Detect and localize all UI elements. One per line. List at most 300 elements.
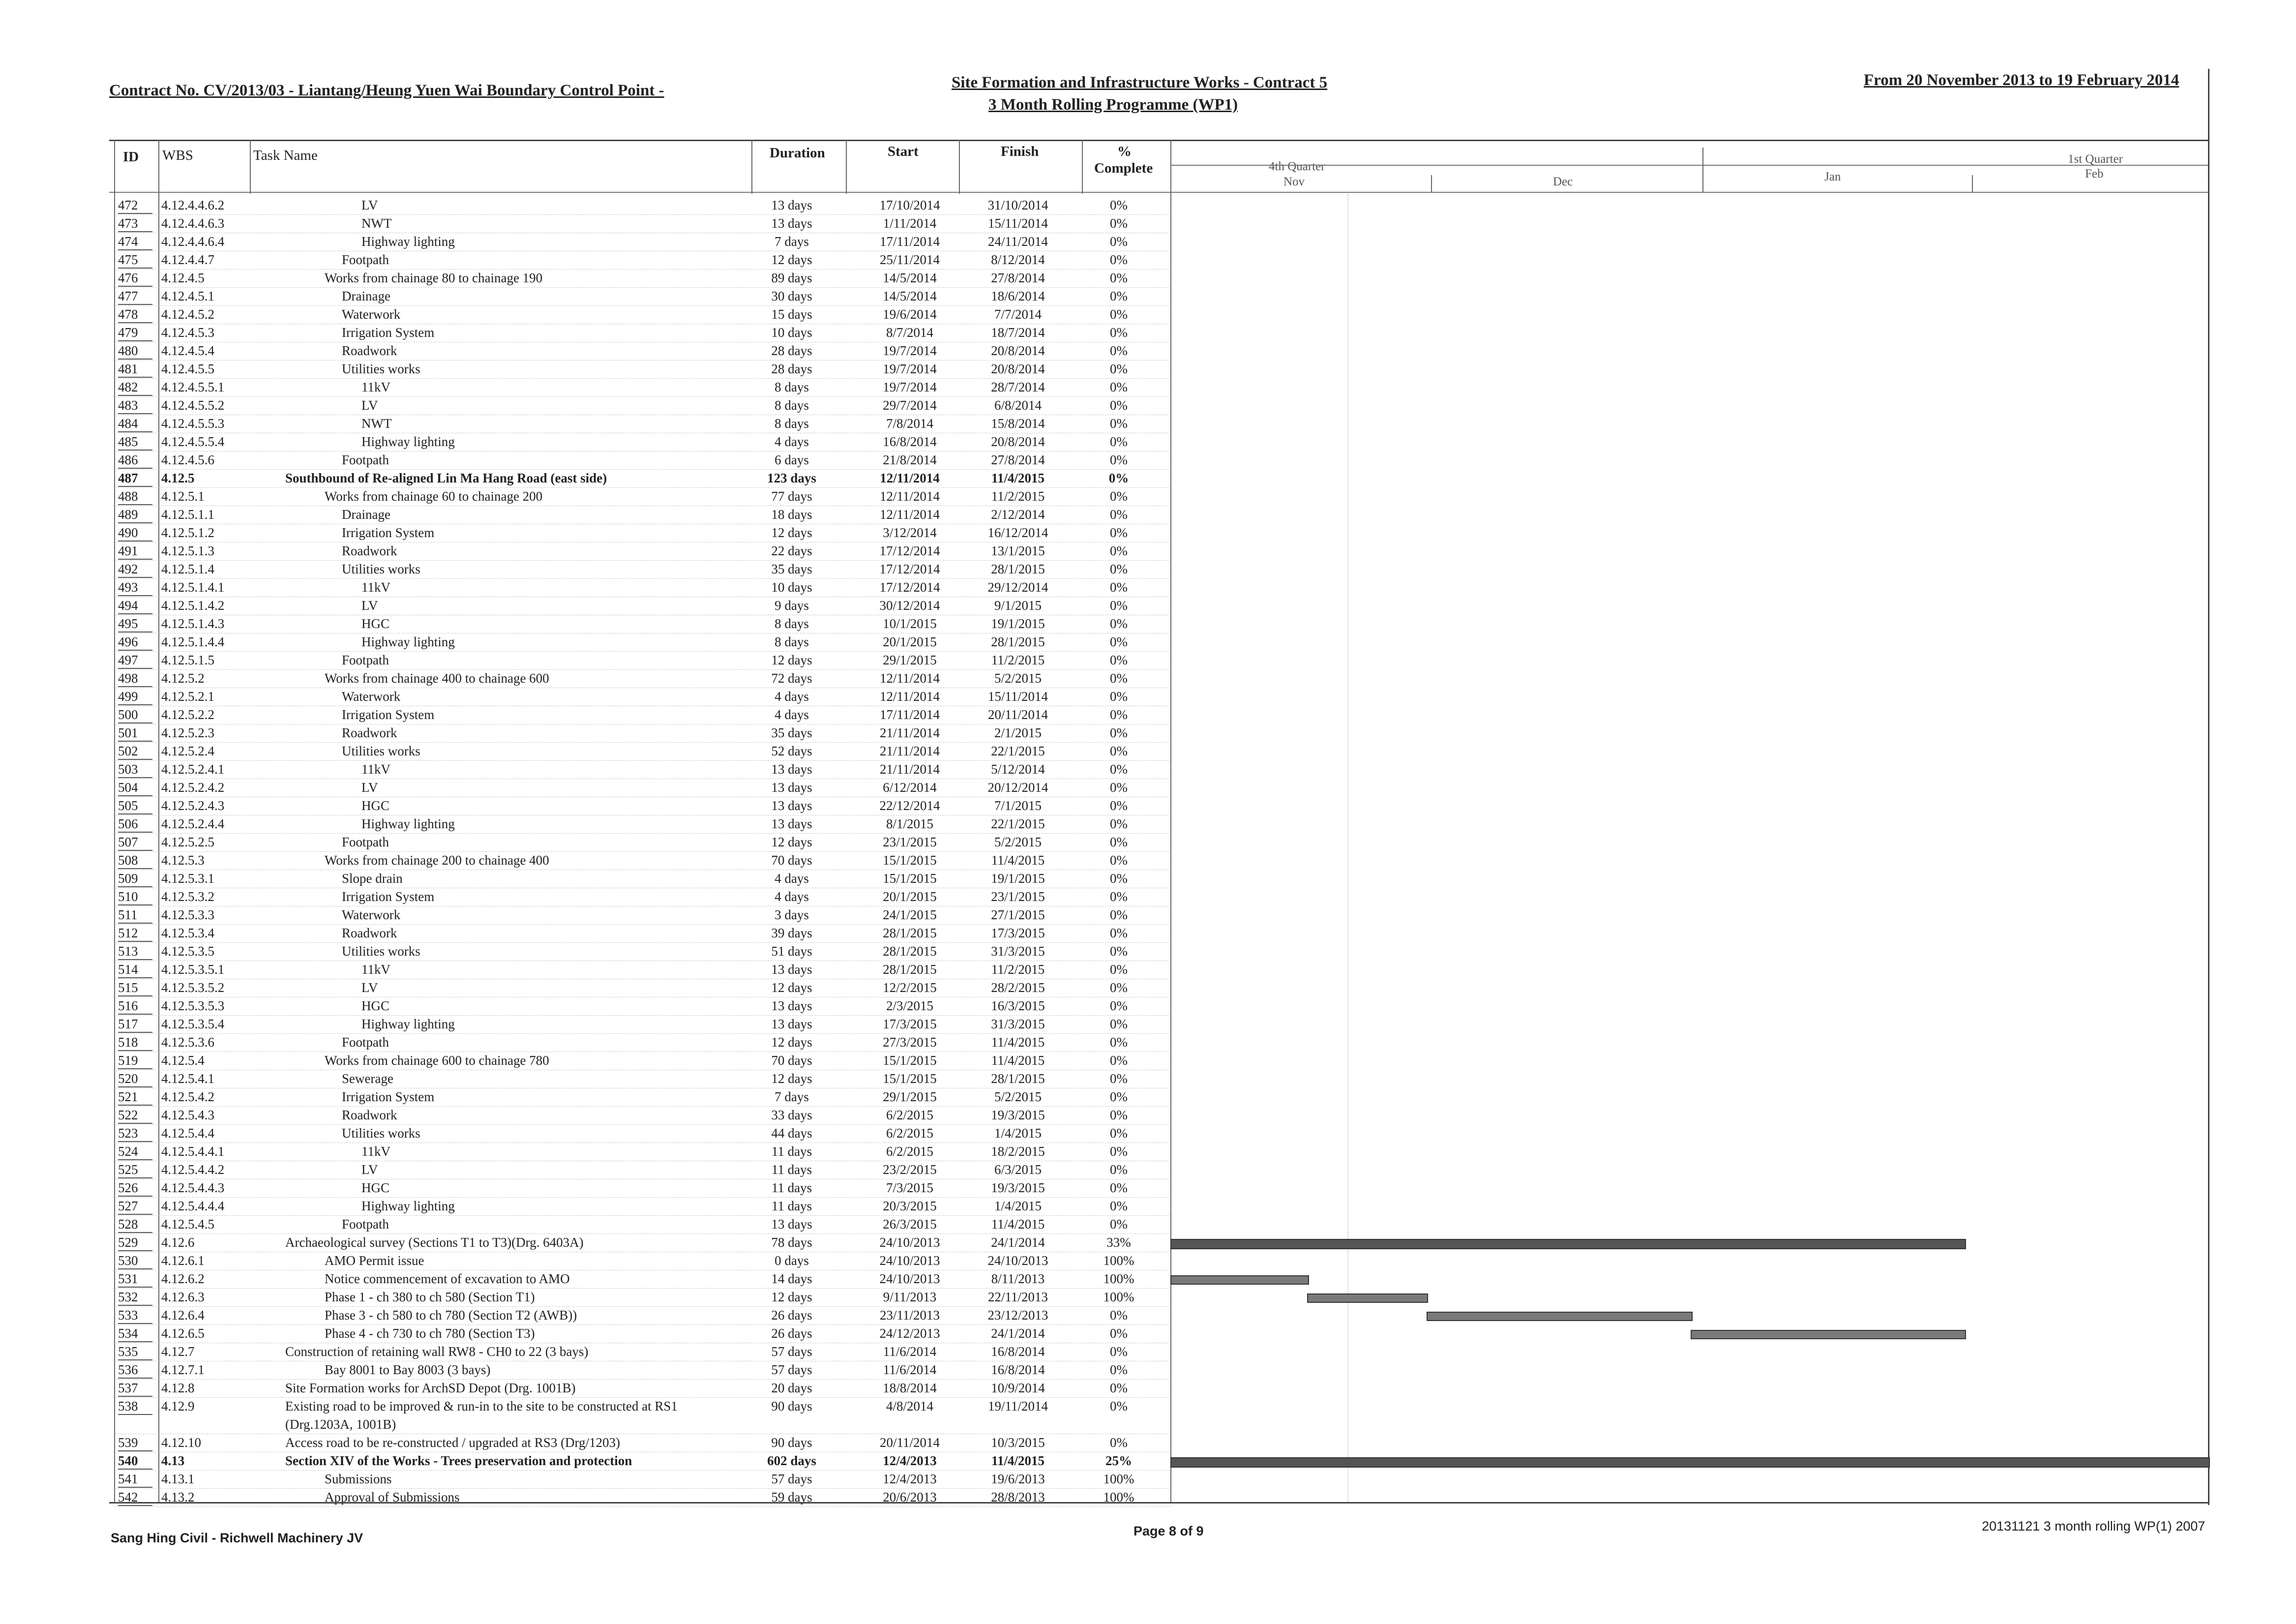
row-finish: 28/7/2014 bbox=[991, 380, 1045, 394]
row-percent-complete: 0% bbox=[1110, 998, 1128, 1013]
row-start: 17/3/2015 bbox=[883, 1017, 937, 1031]
row-duration: 18 days bbox=[771, 507, 812, 522]
row-percent-complete: 0% bbox=[1110, 271, 1128, 285]
row-duration: 13 days bbox=[771, 962, 812, 977]
row-task-name: 11kV bbox=[361, 380, 390, 394]
row-wbs: 4.13.1 bbox=[161, 1472, 195, 1486]
row-percent-complete: 0% bbox=[1110, 252, 1128, 267]
row-wbs: 4.12.8 bbox=[161, 1381, 195, 1395]
row-id: 497 bbox=[118, 653, 152, 669]
row-task-name: Archaeological survey (Sections T1 to T3)(Drg. 6403A) bbox=[285, 1235, 584, 1250]
row-start: 29/1/2015 bbox=[883, 1089, 937, 1104]
row-id: 473 bbox=[118, 216, 152, 232]
row-start: 10/1/2015 bbox=[883, 616, 937, 631]
row-task-name: HGC bbox=[361, 616, 390, 631]
row-percent-complete: 0% bbox=[1110, 1071, 1128, 1086]
row-wbs: 4.12.4.5.6 bbox=[161, 452, 214, 467]
row-id: 492 bbox=[118, 562, 152, 578]
timescale-q1: 1st Quarter bbox=[2068, 152, 2123, 166]
row-duration: 57 days bbox=[771, 1362, 812, 1377]
row-duration: 89 days bbox=[771, 271, 812, 285]
row-percent-complete: 25% bbox=[1105, 1453, 1132, 1468]
row-percent-complete: 0% bbox=[1110, 289, 1128, 303]
row-duration: 12 days bbox=[771, 1290, 812, 1304]
row-duration: 13 days bbox=[771, 216, 812, 231]
row-wbs: 4.12.5.1.4.1 bbox=[161, 580, 225, 595]
row-start: 21/11/2014 bbox=[879, 725, 940, 740]
row-wbs: 4.12.4.4.6.4 bbox=[161, 234, 225, 249]
row-wbs: 4.12.5.1.4 bbox=[161, 562, 214, 576]
row-finish: 19/3/2015 bbox=[991, 1180, 1045, 1195]
row-id: 483 bbox=[118, 398, 152, 414]
row-finish: 18/7/2014 bbox=[991, 325, 1045, 340]
row-duration: 4 days bbox=[775, 889, 809, 904]
row-duration: 8 days bbox=[775, 398, 809, 413]
row-start: 1/11/2014 bbox=[883, 216, 937, 231]
row-id: 531 bbox=[118, 1271, 152, 1288]
row-duration: 10 days bbox=[771, 580, 812, 595]
row-start: 20/1/2015 bbox=[883, 634, 937, 649]
row-percent-complete: 0% bbox=[1110, 198, 1128, 212]
row-duration: 11 days bbox=[771, 1199, 812, 1213]
row-duration: 12 days bbox=[771, 1071, 812, 1086]
row-percent-complete: 0% bbox=[1110, 1017, 1128, 1031]
row-id: 486 bbox=[118, 452, 152, 469]
row-wbs: 4.12.5.1.2 bbox=[161, 525, 214, 540]
row-duration: 14 days bbox=[771, 1271, 812, 1286]
row-id: 535 bbox=[118, 1344, 152, 1360]
row-task-name: Footpath bbox=[342, 1217, 389, 1232]
row-wbs: 4.12.5.3.5 bbox=[161, 944, 214, 959]
row-finish: 1/4/2015 bbox=[994, 1199, 1042, 1213]
row-wbs: 4.12.5.3.5.1 bbox=[161, 962, 225, 977]
row-finish: 27/8/2014 bbox=[991, 452, 1045, 467]
row-duration: 26 days bbox=[771, 1326, 812, 1341]
row-finish: 7/7/2014 bbox=[994, 307, 1042, 322]
row-task-name: LV bbox=[361, 980, 378, 995]
row-percent-complete: 0% bbox=[1110, 1326, 1128, 1341]
timescale-month-nov: Nov bbox=[1283, 175, 1305, 188]
gantt-summary-bar bbox=[1170, 1239, 1966, 1249]
row-percent-complete: 0% bbox=[1110, 907, 1128, 922]
row-finish: 16/8/2014 bbox=[991, 1362, 1045, 1377]
row-percent-complete: 33% bbox=[1106, 1235, 1131, 1250]
row-percent-complete: 0% bbox=[1110, 416, 1128, 431]
row-start: 21/11/2014 bbox=[879, 762, 940, 777]
row-percent-complete: 0% bbox=[1110, 580, 1128, 595]
row-wbs: 4.12.5.1 bbox=[161, 489, 205, 504]
row-task-name: Highway lighting bbox=[361, 434, 455, 449]
row-percent-complete: 0% bbox=[1110, 816, 1128, 831]
row-id: 536 bbox=[118, 1362, 152, 1379]
row-task-name: Highway lighting bbox=[361, 234, 455, 249]
row-task-name: Section XIV of the Works - Trees preservation and protection bbox=[285, 1453, 632, 1468]
row-start: 7/8/2014 bbox=[886, 416, 933, 431]
row-task-name: Construction of retaining wall RW8 - CH0 to 22 (3 bays) bbox=[285, 1344, 589, 1359]
row-finish: 5/2/2015 bbox=[994, 1089, 1042, 1104]
row-finish: 6/3/2015 bbox=[994, 1162, 1042, 1177]
row-wbs: 4.12.5.3.4 bbox=[161, 926, 214, 940]
row-wbs: 4.12.7 bbox=[161, 1344, 195, 1359]
row-task-name: Works from chainage 600 to chainage 780 bbox=[325, 1053, 549, 1068]
row-start: 9/11/2013 bbox=[883, 1290, 937, 1304]
row-start: 16/8/2014 bbox=[883, 434, 937, 449]
row-duration: 20 days bbox=[771, 1381, 812, 1395]
row-id: 520 bbox=[118, 1071, 152, 1087]
row-start: 20/3/2015 bbox=[883, 1199, 937, 1213]
row-finish: 5/12/2014 bbox=[991, 762, 1045, 777]
row-wbs: 4.12.4.5.5.3 bbox=[161, 416, 225, 431]
row-task-name: Bay 8001 to Bay 8003 (3 bays) bbox=[325, 1362, 491, 1377]
row-start: 3/12/2014 bbox=[883, 525, 937, 540]
row-duration: 4 days bbox=[775, 434, 809, 449]
row-duration: 12 days bbox=[771, 980, 812, 995]
row-finish: 15/11/2014 bbox=[987, 216, 1048, 231]
row-task-name: NWT bbox=[361, 216, 392, 231]
row-duration: 7 days bbox=[775, 1089, 809, 1104]
row-percent-complete: 0% bbox=[1110, 525, 1128, 540]
row-wbs: 4.12.4.4.7 bbox=[161, 252, 214, 267]
row-duration: 13 days bbox=[771, 798, 812, 813]
row-finish: 23/12/2013 bbox=[987, 1308, 1048, 1323]
row-percent-complete: 0% bbox=[1110, 434, 1128, 449]
timescale-month-dec: Dec bbox=[1553, 175, 1573, 188]
row-task-name: 11kV bbox=[361, 962, 390, 977]
row-percent-complete: 0% bbox=[1110, 1344, 1128, 1359]
row-id: 478 bbox=[118, 307, 152, 323]
row-percent-complete: 0% bbox=[1110, 1108, 1128, 1122]
row-wbs: 4.12.5.4 bbox=[161, 1053, 205, 1068]
row-finish: 10/3/2015 bbox=[991, 1435, 1045, 1450]
row-percent-complete: 100% bbox=[1103, 1290, 1134, 1304]
row-task-name: LV bbox=[361, 780, 378, 795]
row-finish: 19/1/2015 bbox=[991, 616, 1045, 631]
row-finish: 22/11/2013 bbox=[987, 1290, 1048, 1304]
row-percent-complete: 0% bbox=[1110, 398, 1128, 413]
row-id: 516 bbox=[118, 998, 152, 1015]
row-id: 510 bbox=[118, 889, 152, 905]
row-task-name: Footpath bbox=[342, 835, 389, 849]
row-percent-complete: 0% bbox=[1110, 507, 1128, 522]
timescale-month-jan: Jan bbox=[1824, 170, 1841, 183]
row-percent-complete: 0% bbox=[1110, 744, 1128, 758]
row-percent-complete: 0% bbox=[1110, 725, 1128, 740]
row-start: 4/8/2014 bbox=[886, 1399, 933, 1413]
row-wbs: 4.12.4.4.6.2 bbox=[161, 198, 225, 212]
col-task-name: Task Name bbox=[253, 148, 318, 163]
row-id: 500 bbox=[118, 707, 152, 723]
row-task-name: Works from chainage 200 to chainage 400 bbox=[325, 853, 549, 868]
row-id: 505 bbox=[118, 798, 152, 814]
row-duration: 13 days bbox=[771, 998, 812, 1013]
row-task-name: Footpath bbox=[342, 252, 389, 267]
row-start: 19/7/2014 bbox=[883, 361, 937, 376]
row-start: 17/12/2014 bbox=[879, 543, 940, 558]
row-task-name: Waterwork bbox=[342, 307, 401, 322]
row-start: 22/12/2014 bbox=[879, 798, 940, 813]
row-finish: 22/1/2015 bbox=[991, 816, 1045, 831]
row-id: 530 bbox=[118, 1253, 152, 1269]
row-id: 522 bbox=[118, 1108, 152, 1124]
row-id: 494 bbox=[118, 598, 152, 614]
row-id: 523 bbox=[118, 1126, 152, 1142]
row-percent-complete: 0% bbox=[1110, 1362, 1128, 1377]
row-duration: 39 days bbox=[771, 926, 812, 940]
row-wbs: 4.12.5.2.4.2 bbox=[161, 780, 225, 795]
row-finish: 1/4/2015 bbox=[994, 1126, 1042, 1141]
row-finish: 15/8/2014 bbox=[991, 416, 1045, 431]
row-finish: 23/1/2015 bbox=[991, 889, 1045, 904]
row-wbs: 4.12.5.1.5 bbox=[161, 653, 214, 667]
row-percent-complete: 0% bbox=[1110, 598, 1128, 613]
row-wbs: 4.12.5.1.4.2 bbox=[161, 598, 225, 613]
row-start: 15/1/2015 bbox=[883, 1053, 937, 1068]
row-finish: 22/1/2015 bbox=[991, 744, 1045, 758]
row-wbs: 4.12.4.4.6.3 bbox=[161, 216, 225, 231]
row-start: 28/1/2015 bbox=[883, 962, 937, 977]
row-duration: 8 days bbox=[775, 616, 809, 631]
row-start: 18/8/2014 bbox=[883, 1381, 937, 1395]
row-task-name: Footpath bbox=[342, 1035, 389, 1050]
row-finish: 11/4/2015 bbox=[991, 471, 1044, 485]
col-duration: Duration bbox=[770, 145, 825, 161]
row-duration: 0 days bbox=[775, 1253, 809, 1268]
row-task-name: Utilities works bbox=[342, 1126, 420, 1141]
gantt-task-bar bbox=[1427, 1312, 1693, 1321]
row-start: 6/2/2015 bbox=[886, 1126, 933, 1141]
row-wbs: 4.12.5.2.3 bbox=[161, 725, 214, 740]
row-percent-complete: 0% bbox=[1110, 361, 1128, 376]
footer-file-name: 20131121 3 month rolling WP(1) 2007 bbox=[1982, 1519, 2206, 1534]
row-task-name: Southbound of Re-aligned Lin Ma Hang Road (east side) bbox=[285, 471, 607, 485]
row-percent-complete: 0% bbox=[1110, 853, 1128, 868]
row-task-name: Approval of Submissions bbox=[325, 1490, 460, 1504]
row-finish: 11/4/2015 bbox=[991, 853, 1045, 868]
row-id: 474 bbox=[118, 234, 152, 250]
row-id: 513 bbox=[118, 944, 152, 960]
row-task-name: HGC bbox=[361, 1180, 390, 1195]
row-task-name: Waterwork bbox=[342, 689, 401, 704]
col-wbs: WBS bbox=[162, 148, 193, 163]
row-finish: 20/11/2014 bbox=[987, 707, 1048, 722]
row-start: 12/4/2013 bbox=[883, 1453, 937, 1468]
row-task-name: Sewerage bbox=[342, 1071, 393, 1086]
row-duration: 7 days bbox=[775, 234, 809, 249]
row-id: 498 bbox=[118, 671, 152, 687]
row-id: 477 bbox=[118, 289, 152, 305]
row-id: 472 bbox=[118, 198, 152, 214]
row-wbs: 4.12.4.5.2 bbox=[161, 307, 214, 322]
row-percent-complete: 100% bbox=[1103, 1472, 1134, 1486]
row-finish: 28/2/2015 bbox=[991, 980, 1045, 995]
row-wbs: 4.12.4.5.3 bbox=[161, 325, 214, 340]
row-percent-complete: 0% bbox=[1110, 671, 1128, 686]
row-wbs: 4.12.5.3.1 bbox=[161, 871, 214, 886]
row-duration: 52 days bbox=[771, 744, 812, 758]
row-wbs: 4.12.9 bbox=[161, 1399, 195, 1413]
row-percent-complete: 0% bbox=[1110, 1035, 1128, 1050]
row-start: 19/7/2014 bbox=[883, 343, 937, 358]
row-finish: 6/8/2014 bbox=[994, 398, 1042, 413]
row-finish: 29/12/2014 bbox=[987, 580, 1048, 595]
row-percent-complete: 0% bbox=[1110, 489, 1128, 504]
row-duration: 10 days bbox=[771, 325, 812, 340]
row-percent-complete: 0% bbox=[1110, 1162, 1128, 1177]
footer-page-number: Page 8 of 9 bbox=[1133, 1524, 1204, 1538]
row-start: 24/1/2015 bbox=[883, 907, 937, 922]
row-finish: 11/4/2015 bbox=[991, 1453, 1044, 1468]
row-task-name: AMO Permit issue bbox=[325, 1253, 424, 1268]
row-id: 527 bbox=[118, 1199, 152, 1215]
row-id: 506 bbox=[118, 816, 152, 833]
row-wbs: 4.12.5.2.5 bbox=[161, 835, 214, 849]
row-start: 25/11/2014 bbox=[879, 252, 940, 267]
row-start: 8/1/2015 bbox=[886, 816, 933, 831]
row-duration: 12 days bbox=[771, 525, 812, 540]
row-task-name: Utilities works bbox=[342, 562, 420, 576]
row-percent-complete: 0% bbox=[1110, 1435, 1128, 1450]
row-finish: 18/2/2015 bbox=[991, 1144, 1045, 1159]
gantt-summary-bar bbox=[1170, 1457, 2210, 1468]
row-duration: 90 days bbox=[771, 1435, 812, 1450]
row-finish: 24/1/2014 bbox=[991, 1326, 1045, 1341]
row-finish: 2/12/2014 bbox=[991, 507, 1045, 522]
row-id: 532 bbox=[118, 1290, 152, 1306]
row-start: 12/11/2014 bbox=[879, 507, 940, 522]
row-finish: 11/4/2015 bbox=[991, 1053, 1045, 1068]
row-task-name: Irrigation System bbox=[342, 707, 435, 722]
row-task-name: Submissions bbox=[325, 1472, 392, 1486]
row-wbs: 4.12.4.5.4 bbox=[161, 343, 214, 358]
row-wbs: 4.12.7.1 bbox=[161, 1362, 205, 1377]
row-percent-complete: 0% bbox=[1110, 1217, 1128, 1232]
row-finish: 7/1/2015 bbox=[994, 798, 1042, 813]
row-finish: 9/1/2015 bbox=[994, 598, 1042, 613]
row-wbs: 4.12.5.4.2 bbox=[161, 1089, 214, 1104]
row-percent-complete: 0% bbox=[1110, 343, 1128, 358]
row-id: 512 bbox=[118, 926, 152, 942]
row-percent-complete: 0% bbox=[1110, 1126, 1128, 1141]
row-wbs: 4.12.4.5.5.2 bbox=[161, 398, 225, 413]
row-id: 481 bbox=[118, 361, 152, 378]
row-start: 19/6/2014 bbox=[883, 307, 937, 322]
row-id: 493 bbox=[118, 580, 152, 596]
row-percent-complete: 0% bbox=[1110, 1089, 1128, 1104]
row-duration: 4 days bbox=[775, 689, 809, 704]
row-id: 529 bbox=[118, 1235, 152, 1251]
row-start: 20/1/2015 bbox=[883, 889, 937, 904]
row-duration: 9 days bbox=[775, 598, 809, 613]
row-id: 482 bbox=[118, 380, 152, 396]
row-id: 484 bbox=[118, 416, 152, 432]
row-percent-complete: 0% bbox=[1110, 962, 1128, 977]
row-finish: 13/1/2015 bbox=[991, 543, 1045, 558]
row-wbs: 4.12.5.1.1 bbox=[161, 507, 214, 522]
row-percent-complete: 0% bbox=[1110, 926, 1128, 940]
row-finish: 19/11/2014 bbox=[987, 1399, 1048, 1413]
row-percent-complete: 0% bbox=[1110, 780, 1128, 795]
row-start: 24/12/2013 bbox=[879, 1326, 940, 1341]
row-id: 526 bbox=[118, 1180, 152, 1197]
gantt-task-bar bbox=[1307, 1293, 1429, 1303]
row-task-name: Drainage bbox=[342, 507, 390, 522]
row-start: 17/12/2014 bbox=[879, 562, 940, 576]
row-start: 23/1/2015 bbox=[883, 835, 937, 849]
row-percent-complete: 0% bbox=[1110, 707, 1128, 722]
row-percent-complete: 100% bbox=[1103, 1253, 1134, 1268]
row-duration: 77 days bbox=[771, 489, 812, 504]
row-percent-complete: 0% bbox=[1110, 835, 1128, 849]
row-wbs: 4.12.10 bbox=[161, 1435, 201, 1450]
row-percent-complete: 0% bbox=[1110, 380, 1128, 394]
row-wbs: 4.12.6.2 bbox=[161, 1271, 205, 1286]
row-wbs: 4.12.5.1.3 bbox=[161, 543, 214, 558]
row-finish: 19/1/2015 bbox=[991, 871, 1045, 886]
row-wbs: 4.12.5.2.2 bbox=[161, 707, 214, 722]
row-finish: 28/1/2015 bbox=[991, 1071, 1045, 1086]
row-percent-complete: 0% bbox=[1110, 1399, 1128, 1413]
row-finish: 19/6/2013 bbox=[991, 1472, 1045, 1486]
row-wbs: 4.12.4.5.1 bbox=[161, 289, 214, 303]
row-id: 539 bbox=[118, 1435, 152, 1451]
row-finish: 11/2/2015 bbox=[991, 489, 1045, 504]
row-start: 17/10/2014 bbox=[879, 198, 940, 212]
gantt-task-bar bbox=[1691, 1330, 1966, 1339]
row-wbs: 4.12.5.3.5.3 bbox=[161, 998, 225, 1013]
row-duration: 35 days bbox=[771, 562, 812, 576]
row-wbs: 4.12.5.3 bbox=[161, 853, 205, 868]
row-wbs: 4.12.6.1 bbox=[161, 1253, 205, 1268]
row-task-name: 11kV bbox=[361, 1144, 390, 1159]
col-pct: % bbox=[1117, 144, 1132, 159]
row-start: 14/5/2014 bbox=[883, 289, 937, 303]
row-start: 12/11/2014 bbox=[879, 671, 940, 686]
row-finish: 16/3/2015 bbox=[991, 998, 1045, 1013]
row-finish: 20/8/2014 bbox=[991, 361, 1045, 376]
row-wbs: 4.12.5.1.4.4 bbox=[161, 634, 225, 649]
row-task-name: Irrigation System bbox=[342, 1089, 435, 1104]
row-duration: 12 days bbox=[771, 835, 812, 849]
row-percent-complete: 0% bbox=[1110, 307, 1128, 322]
row-task-name: Phase 3 - ch 580 to ch 780 (Section T2 (AWB)) bbox=[325, 1308, 577, 1323]
row-task-name: Notice commencement of excavation to AMO bbox=[325, 1271, 570, 1286]
row-id: 485 bbox=[118, 434, 152, 451]
row-task-name: Footpath bbox=[342, 653, 389, 667]
row-percent-complete: 0% bbox=[1108, 471, 1129, 485]
row-percent-complete: 0% bbox=[1110, 325, 1128, 340]
row-finish: 11/2/2015 bbox=[991, 962, 1045, 977]
row-percent-complete: 0% bbox=[1110, 1381, 1128, 1395]
row-task-name: Slope drain bbox=[342, 871, 403, 886]
row-task-name: Drainage bbox=[342, 289, 390, 303]
row-start: 2/3/2015 bbox=[886, 998, 933, 1013]
row-start: 29/7/2014 bbox=[883, 398, 937, 413]
row-task-name: Roadwork bbox=[342, 1108, 397, 1122]
row-finish: 18/6/2014 bbox=[991, 289, 1045, 303]
row-wbs: 4.12.5.4.5 bbox=[161, 1217, 214, 1232]
row-duration: 12 days bbox=[771, 252, 812, 267]
row-wbs: 4.12.5.3.3 bbox=[161, 907, 214, 922]
row-finish: 2/1/2015 bbox=[994, 725, 1042, 740]
row-finish: 28/1/2015 bbox=[991, 634, 1045, 649]
row-id: 540 bbox=[118, 1453, 152, 1470]
row-start: 17/11/2014 bbox=[879, 707, 940, 722]
row-wbs: 4.12.5.3.5.2 bbox=[161, 980, 225, 995]
row-id: 491 bbox=[118, 543, 152, 560]
row-finish: 11/4/2015 bbox=[991, 1217, 1045, 1232]
row-duration: 11 days bbox=[771, 1180, 812, 1195]
row-id: 519 bbox=[118, 1053, 152, 1069]
